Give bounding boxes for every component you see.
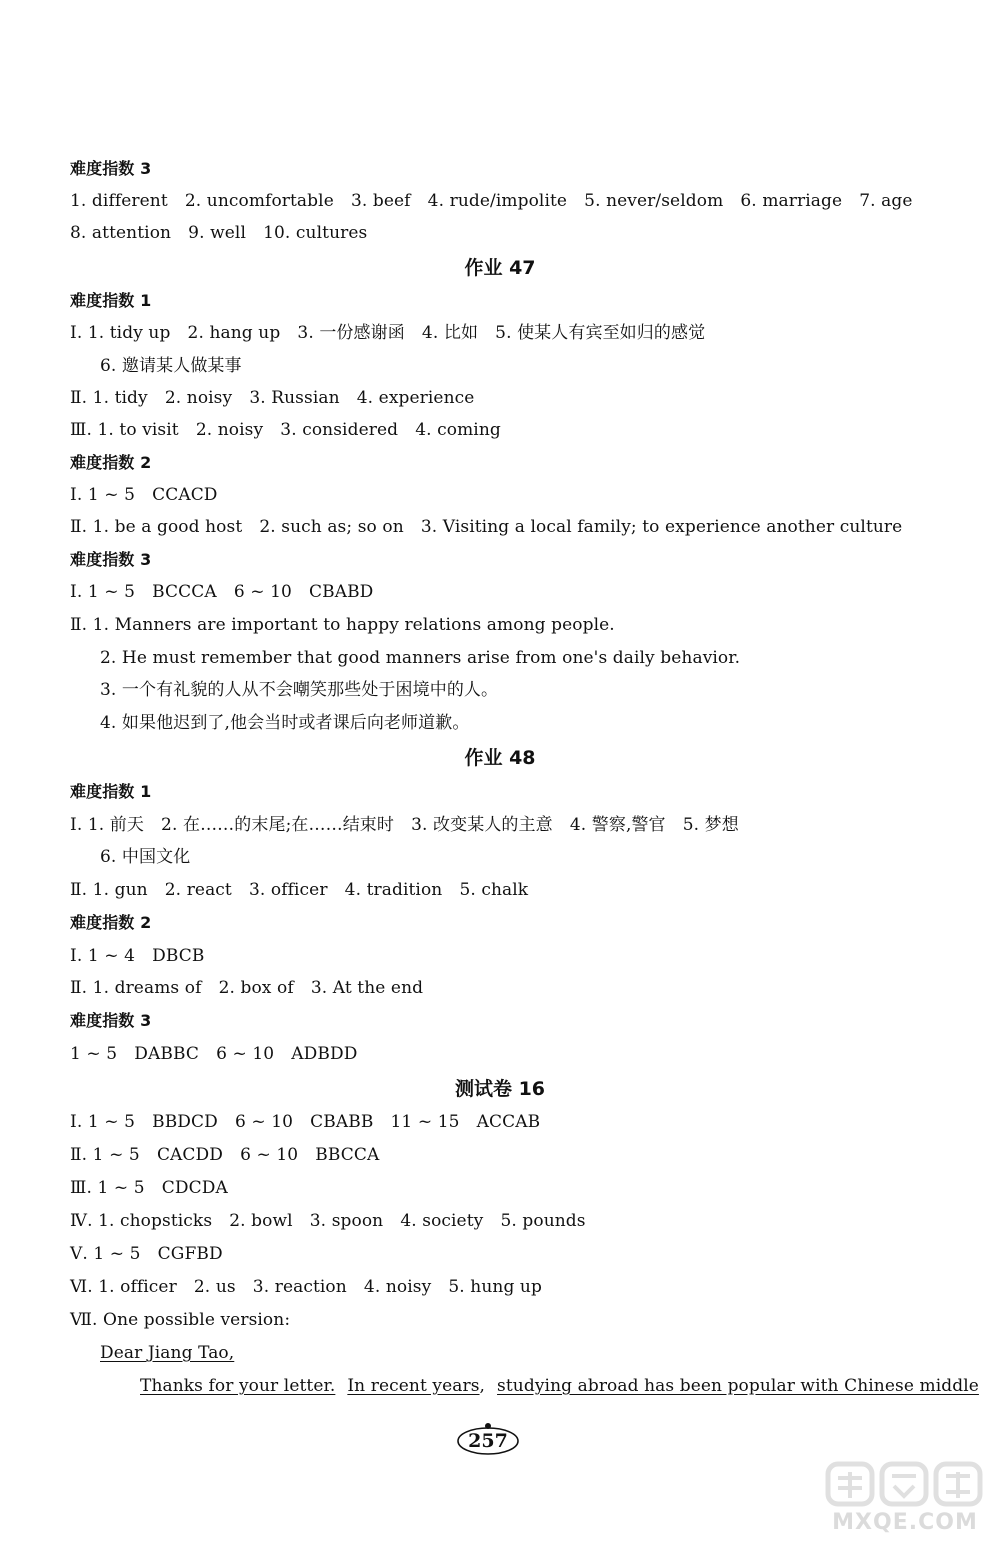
answer-line: Ⅶ. One possible version: <box>70 1310 291 1330</box>
underlined-phrase: studying abroad has been popular with Chinese middle <box>497 1376 979 1396</box>
page-number-badge <box>455 1422 521 1456</box>
answer-line: Ⅰ. 1 ~ 4 DBCB <box>70 946 205 966</box>
answer-line: Ⅱ. 1 ~ 5 CACDD 6 ~ 10 BBCCA <box>70 1145 380 1165</box>
page-number: 257 <box>468 1430 508 1452</box>
answer-line: Ⅱ. 1. be a good host 2. such as; so on 3. Visiting a local family; to experience another culture <box>70 517 903 537</box>
section-title-homework-48: 作业 48 <box>464 747 536 769</box>
answer-line: Ⅱ. 1. Manners are important to happy relations among people. <box>70 615 615 635</box>
answer-line: Ⅱ. 1. gun 2. react 3. officer 4. tradition 5. chalk <box>70 880 529 900</box>
answer-line: 2. He must remember that good manners arise from one's daily behavior. <box>100 648 741 668</box>
answer-line: 6. 中国文化 <box>100 847 191 867</box>
letter-body-line <box>140 1375 979 1397</box>
answer-line: Ⅱ. 1. dreams of 2. box of 3. At the end <box>70 978 424 998</box>
answer-line: 8. attention 9. well 10. cultures <box>70 223 368 243</box>
answer-line: 3. 一个有礼貌的人从不会嘲笑那些处于困境中的人。 <box>100 680 499 700</box>
answer-line: 1. different 2. uncomfortable 3. beef 4. rude/impolite 5. never/seldom 6. marriage 7. age <box>70 191 913 211</box>
letter-salutation-text: Dear Jiang Tao, <box>100 1343 235 1363</box>
answer-line: Ⅰ. 1 ~ 5 BCCCA 6 ~ 10 CBABD <box>70 582 374 602</box>
answer-line: 4. 如果他迟到了,他会当时或者课后向老师道歉。 <box>100 713 470 733</box>
watermark <box>820 1458 990 1538</box>
difficulty-level-heading: 难度指数 2 <box>70 453 152 472</box>
difficulty-level-heading: 难度指数 1 <box>70 782 152 801</box>
answer-line: Ⅲ. 1 ~ 5 CDCDA <box>70 1178 228 1198</box>
answer-line: Ⅲ. 1. to visit 2. noisy 3. considered 4. coming <box>70 420 501 440</box>
answer-line: Ⅵ. 1. officer 2. us 3. reaction 4. noisy 5. hung up <box>70 1277 542 1297</box>
answer-line: 6. 邀请某人做某事 <box>100 356 242 376</box>
answer-line: Ⅰ. 1 ~ 5 CCACD <box>70 485 218 505</box>
comma: , <box>479 1376 486 1396</box>
difficulty-level-heading: 难度指数 3 <box>70 1011 152 1030</box>
answer-line: Ⅰ. 1. tidy up 2. hang up 3. 一份感谢函 4. 比如 5. 使某人有宾至如归的感觉 <box>70 323 706 343</box>
watermark-text: MXQE.COM <box>832 1510 978 1535</box>
difficulty-level-heading: 难度指数 3 <box>70 159 152 178</box>
difficulty-level-heading: 难度指数 3 <box>70 550 152 569</box>
underlined-phrase: In recent years <box>347 1376 480 1396</box>
difficulty-level-heading: 难度指数 2 <box>70 913 152 932</box>
answer-line: 1 ~ 5 DABBC 6 ~ 10 ADBDD <box>70 1044 358 1064</box>
answer-line: Ⅰ. 1. 前天 2. 在……的末尾;在……结束时 3. 改变某人的主意 4. 警察,警官 5. 梦想 <box>70 815 739 835</box>
section-title-homework-47: 作业 47 <box>464 257 536 279</box>
section-title-test-16: 测试卷 16 <box>454 1078 546 1100</box>
watermark-logo-icon <box>824 1458 984 1510</box>
answer-line: Ⅱ. 1. tidy 2. noisy 3. Russian 4. experience <box>70 388 475 408</box>
answer-line: Ⅴ. 1 ~ 5 CGFBD <box>70 1244 223 1264</box>
underlined-phrase: Thanks for your letter. <box>140 1376 336 1396</box>
difficulty-level-heading: 难度指数 1 <box>70 291 152 310</box>
answer-line: Ⅰ. 1 ~ 5 BBDCD 6 ~ 10 CBABB 11 ~ 15 ACCAB <box>70 1112 541 1132</box>
letter-salutation <box>100 1342 234 1364</box>
answer-line: Ⅳ. 1. chopsticks 2. bowl 3. spoon 4. society 5. pounds <box>70 1211 586 1231</box>
